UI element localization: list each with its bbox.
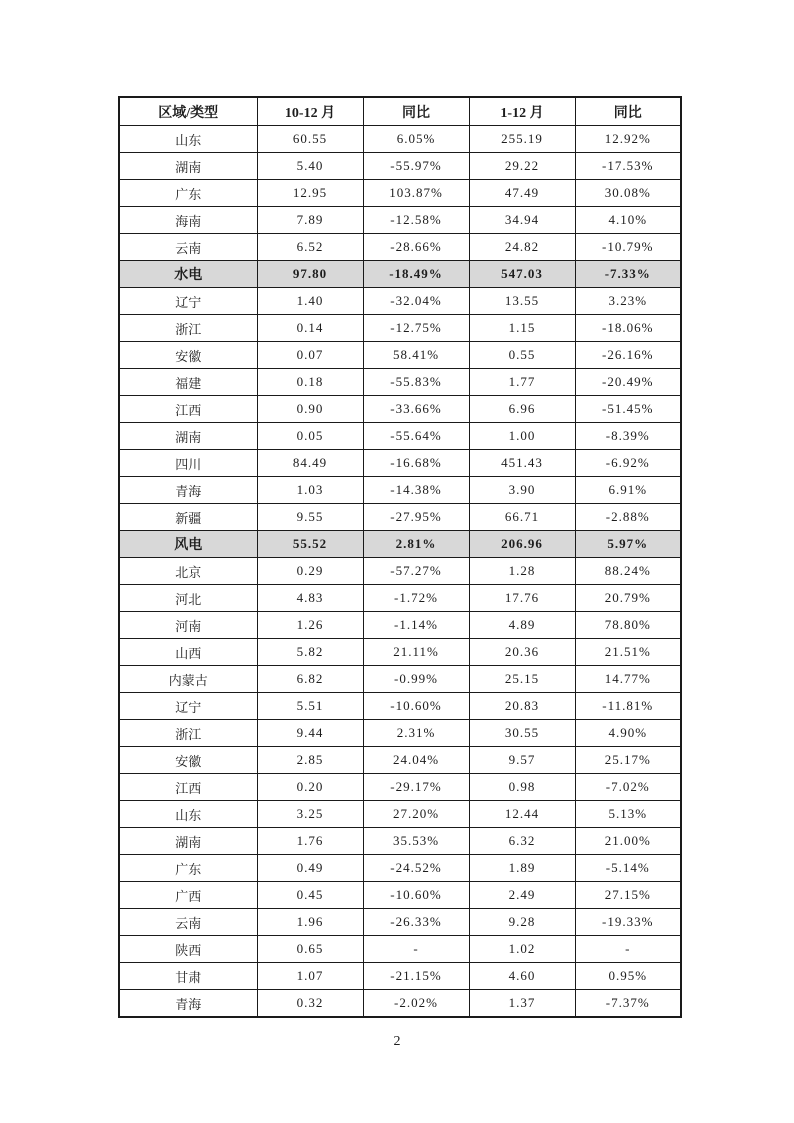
ytd-value-cell: 12.44 — [469, 801, 575, 828]
ytd-value-cell: 255.19 — [469, 126, 575, 153]
ytd-yoy-cell: -51.45% — [575, 396, 681, 423]
q4-value-cell: 1.76 — [257, 828, 363, 855]
table-row — [119, 747, 681, 774]
q4-value-cell: 1.40 — [257, 288, 363, 315]
table-row — [119, 801, 681, 828]
ytd-value-cell: 24.82 — [469, 234, 575, 261]
region-cell: 广西 — [119, 882, 257, 909]
table-row — [119, 882, 681, 909]
table-row — [119, 180, 681, 207]
ytd-value-cell: 34.94 — [469, 207, 575, 234]
q4-value-cell: 9.55 — [257, 504, 363, 531]
header-region-type: 区域/类型 — [119, 97, 257, 126]
ytd-yoy-cell: 30.08% — [575, 180, 681, 207]
ytd-yoy-cell: 21.00% — [575, 828, 681, 855]
table-row — [119, 315, 681, 342]
q4-value-cell: 84.49 — [257, 450, 363, 477]
table-row — [119, 585, 681, 612]
table-row — [119, 990, 681, 1018]
q4-yoy-cell: 6.05% — [363, 126, 469, 153]
q4-value-cell: 0.90 — [257, 396, 363, 423]
table-row — [119, 504, 681, 531]
table-row — [119, 909, 681, 936]
region-cell: 风电 — [119, 531, 257, 558]
table-row — [119, 558, 681, 585]
q4-value-cell: 9.44 — [257, 720, 363, 747]
q4-yoy-cell: -57.27% — [363, 558, 469, 585]
q4-yoy-cell: -28.66% — [363, 234, 469, 261]
q4-yoy-cell: -1.72% — [363, 585, 469, 612]
q4-value-cell: 5.40 — [257, 153, 363, 180]
ytd-yoy-cell: -11.81% — [575, 693, 681, 720]
ytd-yoy-cell: -7.33% — [575, 261, 681, 288]
ytd-yoy-cell: 5.13% — [575, 801, 681, 828]
q4-yoy-cell: 35.53% — [363, 828, 469, 855]
table-row — [119, 342, 681, 369]
q4-value-cell: 2.85 — [257, 747, 363, 774]
q4-value-cell: 0.65 — [257, 936, 363, 963]
region-cell: 福建 — [119, 369, 257, 396]
ytd-value-cell: 0.55 — [469, 342, 575, 369]
table-row — [119, 936, 681, 963]
ytd-value-cell: 1.02 — [469, 936, 575, 963]
header-ytd-period: 1-12 月 — [469, 97, 575, 126]
q4-value-cell: 0.32 — [257, 990, 363, 1018]
ytd-yoy-cell: 21.51% — [575, 639, 681, 666]
ytd-yoy-cell: -19.33% — [575, 909, 681, 936]
table-row — [119, 126, 681, 153]
ytd-yoy-cell: 25.17% — [575, 747, 681, 774]
q4-value-cell: 5.51 — [257, 693, 363, 720]
ytd-value-cell: 4.89 — [469, 612, 575, 639]
table-row — [119, 828, 681, 855]
ytd-value-cell: 1.00 — [469, 423, 575, 450]
ytd-yoy-cell: -2.88% — [575, 504, 681, 531]
ytd-yoy-cell: 27.15% — [575, 882, 681, 909]
ytd-yoy-cell: -17.53% — [575, 153, 681, 180]
ytd-yoy-cell: 4.90% — [575, 720, 681, 747]
ytd-value-cell: 66.71 — [469, 504, 575, 531]
ytd-value-cell: 20.36 — [469, 639, 575, 666]
ytd-value-cell: 1.15 — [469, 315, 575, 342]
q4-yoy-cell: -27.95% — [363, 504, 469, 531]
ytd-yoy-cell: 3.23% — [575, 288, 681, 315]
region-cell: 湖南 — [119, 153, 257, 180]
ytd-value-cell: 1.28 — [469, 558, 575, 585]
region-cell: 广东 — [119, 855, 257, 882]
region-cell: 云南 — [119, 234, 257, 261]
q4-value-cell: 1.07 — [257, 963, 363, 990]
region-cell: 水电 — [119, 261, 257, 288]
table-row — [119, 612, 681, 639]
ytd-value-cell: 13.55 — [469, 288, 575, 315]
ytd-yoy-cell: 12.92% — [575, 126, 681, 153]
region-cell: 湖南 — [119, 423, 257, 450]
ytd-value-cell: 2.49 — [469, 882, 575, 909]
region-cell: 陕西 — [119, 936, 257, 963]
ytd-value-cell: 4.60 — [469, 963, 575, 990]
table-row — [119, 234, 681, 261]
region-cell: 内蒙古 — [119, 666, 257, 693]
table-row — [119, 774, 681, 801]
region-cell: 辽宁 — [119, 288, 257, 315]
q4-yoy-cell: -55.97% — [363, 153, 469, 180]
q4-value-cell: 0.20 — [257, 774, 363, 801]
ytd-value-cell: 547.03 — [469, 261, 575, 288]
region-cell: 浙江 — [119, 315, 257, 342]
table-row — [119, 261, 681, 288]
q4-yoy-cell: 27.20% — [363, 801, 469, 828]
header-ytd-yoy: 同比 — [575, 97, 681, 126]
ytd-value-cell: 17.76 — [469, 585, 575, 612]
q4-yoy-cell: 2.31% — [363, 720, 469, 747]
table-row — [119, 207, 681, 234]
header-q4-period: 10-12 月 — [257, 97, 363, 126]
region-cell: 青海 — [119, 477, 257, 504]
q4-value-cell: 0.18 — [257, 369, 363, 396]
ytd-yoy-cell: 5.97% — [575, 531, 681, 558]
ytd-value-cell: 47.49 — [469, 180, 575, 207]
ytd-yoy-cell: -10.79% — [575, 234, 681, 261]
q4-yoy-cell: -14.38% — [363, 477, 469, 504]
ytd-value-cell: 1.77 — [469, 369, 575, 396]
ytd-value-cell: 25.15 — [469, 666, 575, 693]
q4-yoy-cell: -10.60% — [363, 693, 469, 720]
region-cell: 四川 — [119, 450, 257, 477]
ytd-yoy-cell: -7.37% — [575, 990, 681, 1018]
q4-value-cell: 12.95 — [257, 180, 363, 207]
ytd-value-cell: 451.43 — [469, 450, 575, 477]
ytd-yoy-cell: 20.79% — [575, 585, 681, 612]
ytd-yoy-cell: -26.16% — [575, 342, 681, 369]
region-cell: 海南 — [119, 207, 257, 234]
q4-yoy-cell: 58.41% — [363, 342, 469, 369]
q4-value-cell: 0.14 — [257, 315, 363, 342]
q4-value-cell: 60.55 — [257, 126, 363, 153]
q4-value-cell: 3.25 — [257, 801, 363, 828]
q4-yoy-cell: -21.15% — [363, 963, 469, 990]
q4-value-cell: 0.49 — [257, 855, 363, 882]
q4-yoy-cell: -55.83% — [363, 369, 469, 396]
table-row — [119, 720, 681, 747]
q4-value-cell: 97.80 — [257, 261, 363, 288]
q4-yoy-cell: - — [363, 936, 469, 963]
region-cell: 北京 — [119, 558, 257, 585]
region-cell: 青海 — [119, 990, 257, 1018]
ytd-yoy-cell: - — [575, 936, 681, 963]
ytd-value-cell: 29.22 — [469, 153, 575, 180]
ytd-yoy-cell: 88.24% — [575, 558, 681, 585]
page-number: 2 — [393, 1034, 401, 1049]
q4-yoy-cell: -18.49% — [363, 261, 469, 288]
region-cell: 新疆 — [119, 504, 257, 531]
table-row — [119, 450, 681, 477]
table-header — [119, 97, 681, 126]
q4-yoy-cell: -1.14% — [363, 612, 469, 639]
region-cell: 山东 — [119, 126, 257, 153]
ytd-yoy-cell: -7.02% — [575, 774, 681, 801]
table-row — [119, 855, 681, 882]
ytd-value-cell: 0.98 — [469, 774, 575, 801]
q4-value-cell: 1.96 — [257, 909, 363, 936]
q4-value-cell: 5.82 — [257, 639, 363, 666]
region-cell: 安徽 — [119, 342, 257, 369]
q4-yoy-cell: -29.17% — [363, 774, 469, 801]
ytd-yoy-cell: 6.91% — [575, 477, 681, 504]
q4-value-cell: 55.52 — [257, 531, 363, 558]
ytd-yoy-cell: 14.77% — [575, 666, 681, 693]
ytd-yoy-cell: 0.95% — [575, 963, 681, 990]
q4-value-cell: 7.89 — [257, 207, 363, 234]
q4-yoy-cell: -24.52% — [363, 855, 469, 882]
q4-yoy-cell: 24.04% — [363, 747, 469, 774]
ytd-yoy-cell: -5.14% — [575, 855, 681, 882]
ytd-yoy-cell: -18.06% — [575, 315, 681, 342]
region-cell: 辽宁 — [119, 693, 257, 720]
q4-value-cell: 1.03 — [257, 477, 363, 504]
ytd-value-cell: 30.55 — [469, 720, 575, 747]
ytd-yoy-cell: -20.49% — [575, 369, 681, 396]
q4-value-cell: 6.82 — [257, 666, 363, 693]
q4-yoy-cell: -26.33% — [363, 909, 469, 936]
ytd-yoy-cell: -6.92% — [575, 450, 681, 477]
q4-yoy-cell: -32.04% — [363, 288, 469, 315]
table-row — [119, 963, 681, 990]
region-cell: 广东 — [119, 180, 257, 207]
table-row — [119, 693, 681, 720]
q4-yoy-cell: -12.58% — [363, 207, 469, 234]
q4-value-cell: 6.52 — [257, 234, 363, 261]
q4-yoy-cell: 2.81% — [363, 531, 469, 558]
q4-yoy-cell: -12.75% — [363, 315, 469, 342]
ytd-value-cell: 9.57 — [469, 747, 575, 774]
ytd-value-cell: 1.37 — [469, 990, 575, 1018]
region-cell: 湖南 — [119, 828, 257, 855]
ytd-value-cell: 3.90 — [469, 477, 575, 504]
ytd-value-cell: 206.96 — [469, 531, 575, 558]
region-cell: 河北 — [119, 585, 257, 612]
q4-yoy-cell: -16.68% — [363, 450, 469, 477]
ytd-value-cell: 20.83 — [469, 693, 575, 720]
region-cell: 河南 — [119, 612, 257, 639]
ytd-value-cell: 6.32 — [469, 828, 575, 855]
q4-value-cell: 4.83 — [257, 585, 363, 612]
q4-yoy-cell: 103.87% — [363, 180, 469, 207]
q4-yoy-cell: -55.64% — [363, 423, 469, 450]
q4-value-cell: 0.45 — [257, 882, 363, 909]
region-cell: 山东 — [119, 801, 257, 828]
region-cell: 江西 — [119, 396, 257, 423]
q4-yoy-cell: -10.60% — [363, 882, 469, 909]
q4-yoy-cell: -2.02% — [363, 990, 469, 1018]
region-cell: 浙江 — [119, 720, 257, 747]
table-row — [119, 666, 681, 693]
table-row — [119, 531, 681, 558]
q4-yoy-cell: -0.99% — [363, 666, 469, 693]
table-body — [119, 126, 681, 1018]
table-row — [119, 288, 681, 315]
ytd-yoy-cell: -8.39% — [575, 423, 681, 450]
region-cell: 安徽 — [119, 747, 257, 774]
region-cell: 山西 — [119, 639, 257, 666]
table-row — [119, 396, 681, 423]
table-header-row — [119, 97, 681, 126]
ytd-value-cell: 1.89 — [469, 855, 575, 882]
table-row — [119, 369, 681, 396]
q4-yoy-cell: 21.11% — [363, 639, 469, 666]
table-row — [119, 153, 681, 180]
regional-generation-table — [118, 96, 682, 1018]
q4-value-cell: 0.07 — [257, 342, 363, 369]
table-row — [119, 423, 681, 450]
q4-yoy-cell: -33.66% — [363, 396, 469, 423]
region-cell: 云南 — [119, 909, 257, 936]
ytd-yoy-cell: 4.10% — [575, 207, 681, 234]
table-row — [119, 477, 681, 504]
q4-value-cell: 0.05 — [257, 423, 363, 450]
header-q4-yoy: 同比 — [363, 97, 469, 126]
q4-value-cell: 0.29 — [257, 558, 363, 585]
ytd-value-cell: 9.28 — [469, 909, 575, 936]
region-cell: 江西 — [119, 774, 257, 801]
table-row — [119, 639, 681, 666]
ytd-yoy-cell: 78.80% — [575, 612, 681, 639]
region-cell: 甘肃 — [119, 963, 257, 990]
ytd-value-cell: 6.96 — [469, 396, 575, 423]
q4-value-cell: 1.26 — [257, 612, 363, 639]
